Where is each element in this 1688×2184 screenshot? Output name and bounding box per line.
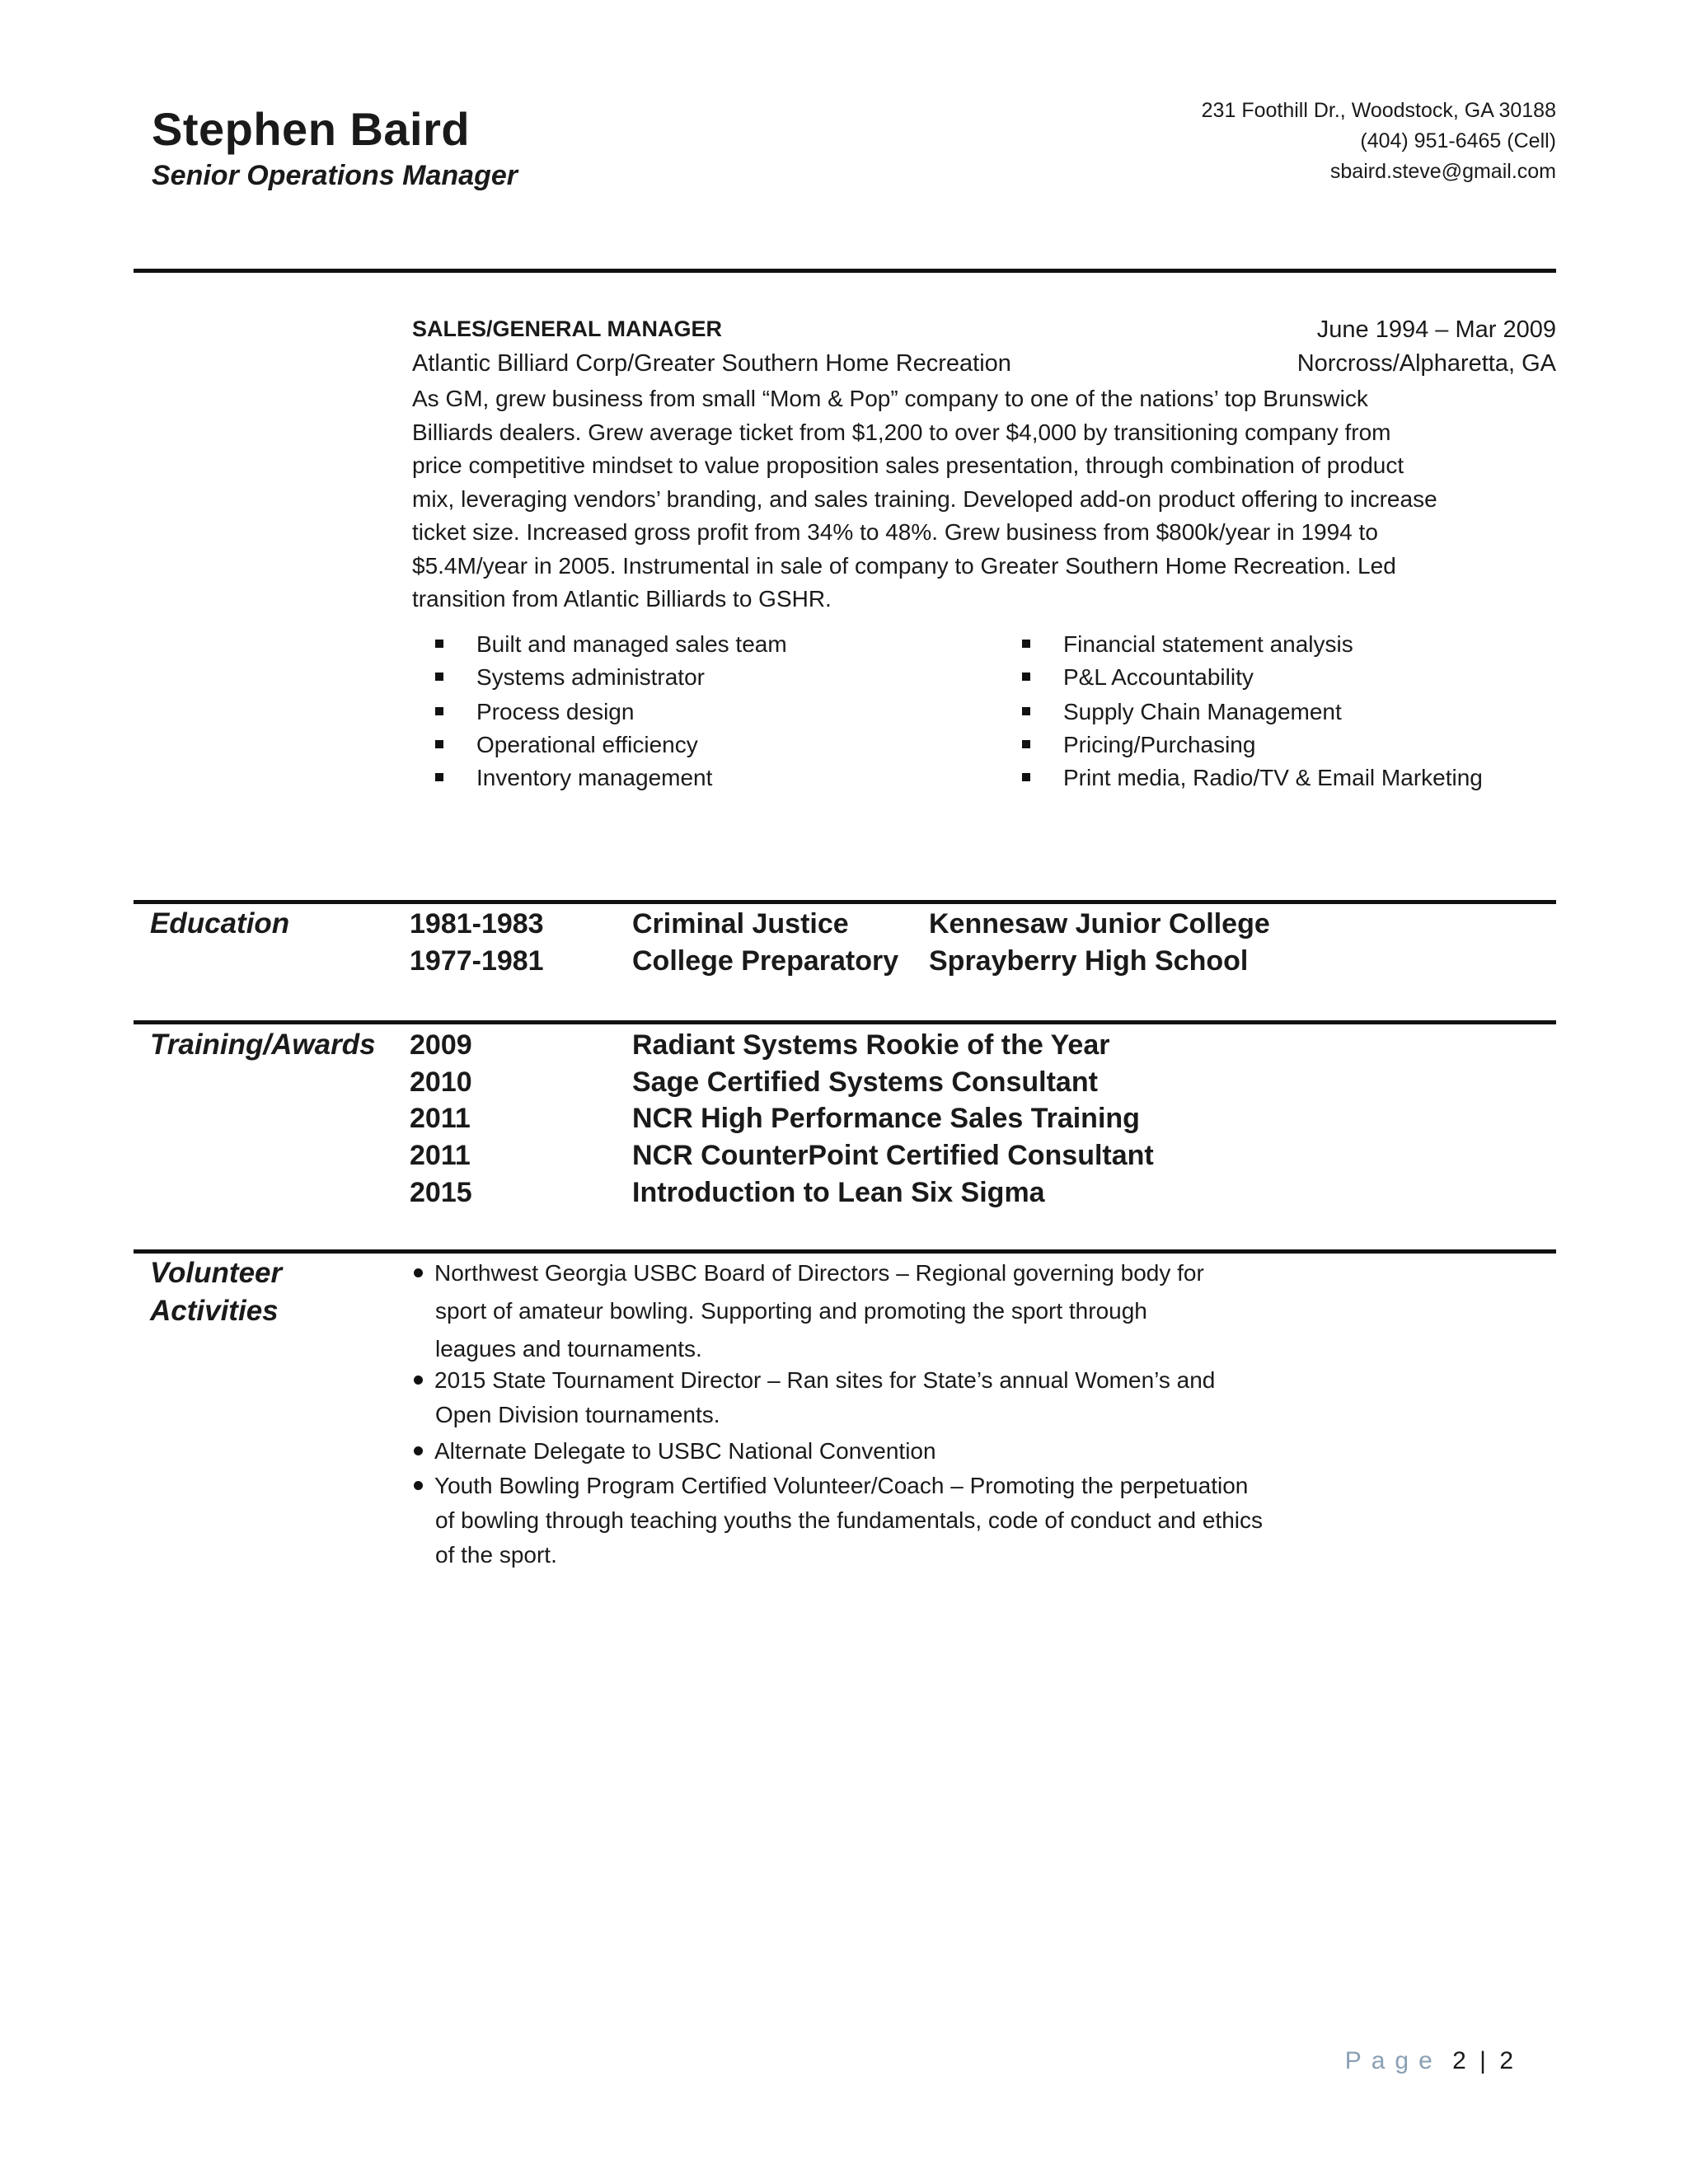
page-number xyxy=(1345,2047,1517,2075)
training-award: Introduction to Lean Six Sigma xyxy=(632,1177,1045,1208)
square-bullet-icon xyxy=(435,773,443,781)
page-total: 2 xyxy=(1499,2047,1517,2074)
volunteer-item: 2015 State Tournament Director – Ran sites for State’s annual Women’s and Open Division tournaments. xyxy=(414,1363,1403,1432)
education-field: College Preparatory xyxy=(632,945,899,977)
candidate-title: Senior Operations Manager xyxy=(152,160,518,191)
education-school: Sprayberry High School xyxy=(929,945,1249,977)
square-bullet-icon xyxy=(435,673,443,681)
volunteer-heading-line2: Activities xyxy=(150,1295,279,1327)
training-award: Radiant Systems Rookie of the Year xyxy=(632,1029,1110,1061)
square-bullet-icon xyxy=(1022,773,1030,781)
contact-phone: (404) 951-6465 (Cell) xyxy=(1360,129,1556,152)
training-year: 2009 xyxy=(410,1029,472,1061)
header-divider xyxy=(134,269,1556,273)
skill-item: Financial statement analysis xyxy=(1022,631,1353,658)
job-description-line: $5.4M/year in 2005. Instrumental in sale of company to Greater Southern Home Recreation. Led xyxy=(412,552,1396,579)
square-bullet-icon xyxy=(1022,640,1030,648)
square-bullet-icon xyxy=(1022,740,1030,748)
volunteer-item: Alternate Delegate to USBC National Convention xyxy=(414,1434,1403,1469)
skill-item: Built and managed sales team xyxy=(435,631,787,658)
round-bullet-icon xyxy=(414,1268,423,1277)
round-bullet-icon xyxy=(414,1376,423,1385)
square-bullet-icon xyxy=(435,707,443,715)
skill-item: Process design xyxy=(435,699,634,725)
skill-item: Pricing/Purchasing xyxy=(1022,732,1255,758)
skill-item: Supply Chain Management xyxy=(1022,699,1342,725)
volunteer-item: Northwest Georgia USBC Board of Directors – Regional governing body for sport of amateur bowling. Supporting and promoting the sport through leagues and tournaments. xyxy=(414,1256,1403,1366)
page-separator: | xyxy=(1479,2047,1489,2074)
training-year: 2010 xyxy=(410,1066,472,1098)
training-year: 2011 xyxy=(410,1103,471,1134)
volunteer-item: Youth Bowling Program Certified Volunteer/Coach – Promoting the perpetuation of bowling through teaching youths the fundamentals, code of conduct and ethics of the sport. xyxy=(414,1469,1403,1572)
education-heading: Education xyxy=(150,907,290,940)
education-years: 1981-1983 xyxy=(410,908,544,940)
training-award: NCR CounterPoint Certified Consultant xyxy=(632,1140,1154,1171)
volunteer-divider xyxy=(134,1249,1556,1254)
page-current: 2 xyxy=(1452,2047,1470,2074)
job-description-line: mix, leveraging vendors’ branding, and sales training. Developed add-on product offering to increase xyxy=(412,485,1437,512)
education-divider xyxy=(134,900,1556,904)
education-years: 1977-1981 xyxy=(410,945,544,977)
training-award: NCR High Performance Sales Training xyxy=(632,1103,1140,1134)
skill-item: Print media, Radio/TV & Email Marketing xyxy=(1022,765,1483,791)
page-word: Page xyxy=(1344,2047,1442,2074)
training-year: 2011 xyxy=(410,1140,471,1171)
training-year: 2015 xyxy=(410,1177,472,1208)
job-description-line: ticket size. Increased gross profit from 34% to 48%. Grew business from $800k/year in 1994 to xyxy=(412,519,1378,545)
job-dates: June 1994 – Mar 2009 xyxy=(1316,316,1556,343)
training-heading: Training/Awards xyxy=(150,1029,376,1061)
volunteer-heading-line1: Volunteer xyxy=(150,1257,283,1289)
education-school: Kennesaw Junior College xyxy=(929,908,1270,940)
training-award: Sage Certified Systems Consultant xyxy=(632,1066,1098,1098)
skill-item: Inventory management xyxy=(435,765,712,791)
job-description-line: Billiards dealers. Grew average ticket from $1,200 to over $4,000 by transitioning company from xyxy=(412,419,1391,445)
education-field: Criminal Justice xyxy=(632,908,849,940)
candidate-name: Stephen Baird xyxy=(152,103,471,155)
square-bullet-icon xyxy=(1022,673,1030,681)
skill-item: Operational efficiency xyxy=(435,732,698,758)
job-description-line: As GM, grew business from small “Mom & Pop” company to one of the nations’ top Brunswick xyxy=(412,386,1368,411)
square-bullet-icon xyxy=(435,740,443,748)
job-company: Atlantic Billiard Corp/Greater Southern Home Recreation xyxy=(412,350,1011,377)
job-description-line: price competitive mindset to value proposition sales presentation, through combination of product xyxy=(412,452,1404,478)
contact-email: sbaird.steve@gmail.com xyxy=(1329,160,1556,183)
square-bullet-icon xyxy=(435,640,443,648)
training-divider xyxy=(134,1020,1556,1024)
round-bullet-icon xyxy=(414,1446,423,1455)
round-bullet-icon xyxy=(414,1481,423,1490)
job-title: SALES/GENERAL MANAGER xyxy=(412,316,723,341)
skill-item: P&L Accountability xyxy=(1022,664,1254,691)
contact-address: 231 Foothill Dr., Woodstock, GA 30188 xyxy=(1201,99,1556,122)
job-description xyxy=(412,382,1558,616)
skill-item: Systems administrator xyxy=(435,664,705,691)
job-description-line: transition from Atlantic Billiards to GSHR. xyxy=(412,586,832,612)
square-bullet-icon xyxy=(1022,707,1030,715)
job-location: Norcross/Alpharetta, GA xyxy=(1296,350,1556,377)
